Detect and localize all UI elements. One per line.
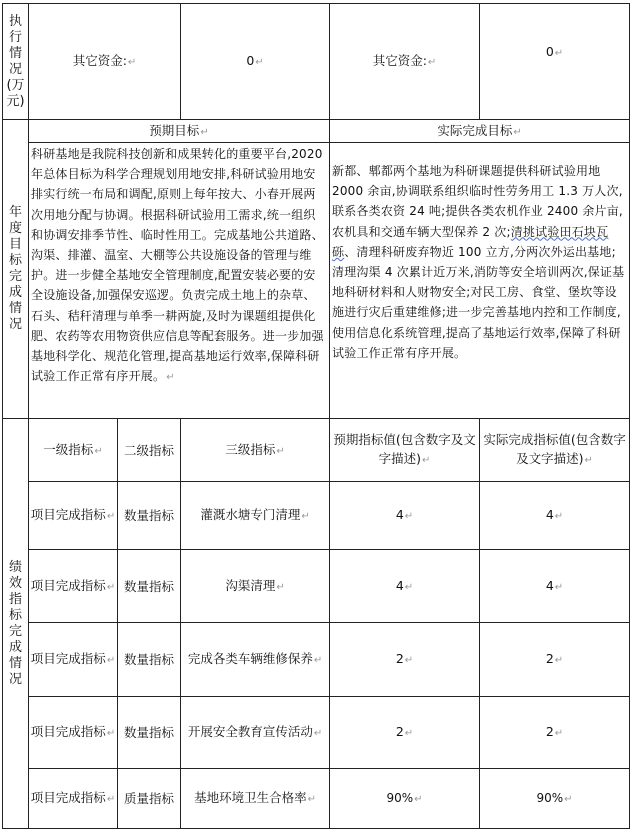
expected-goal-header: 预期目标 <box>149 122 200 138</box>
table-row <box>3 623 630 697</box>
document-page <box>2 3 629 829</box>
perf-header-level1-cell: 一级指标↵ <box>29 419 118 482</box>
perf-header-level3-cell: 三级指标↵ <box>181 419 330 482</box>
exec-left-label: 其它资金: <box>72 53 127 68</box>
row2-level2: 数量指标 <box>118 550 181 623</box>
perf-header-level3: 三级指标 <box>225 441 276 457</box>
row3-actual: 2↵ <box>480 623 630 697</box>
perf-header-expected: 预期指标值(包含数字及文字描述) <box>333 432 476 466</box>
performance-table <box>2 3 630 829</box>
actual-goal-text-c: 、清理科研废弃物近 100 立方,分两次外运出基地;清理沟渠 4 次累计近万米,消防等安全培训两次,保证基地科研材料和人财物安全;对民工房、食堂、堡坎等设施进行灾后重建维修;进一步完善基地内控和工作制度,使用信息化系统管理,提高了基地运行效率,保障了科研试验工作正常有序开展。 <box>332 244 625 360</box>
table-row <box>3 550 630 623</box>
actual-goal-text-cell <box>330 143 630 419</box>
row3-expected: 2↵ <box>330 623 480 697</box>
exec-section-label: 执行情况(万元) <box>3 4 29 120</box>
row5-level2: 质量指标 <box>118 769 181 829</box>
expected-goal-text-cell: 科研基地是我院科技创新和成果转化的重要平台,2020年总体目标为科学合理规划用地安排,科研试验用地安排实行统一布局和调配,原则上每年按大、小春开展两次用地分配与协调。根据科研试验用工需求,统一组织和协调安排季节性、临时性用工。完成基地公共道路、沟渠、排灌、温室、大棚等公共设施设备的管理与维护。进一步健全基地安全管理制度,配置安装必要的安全设施设备,加强保安巡逻。负责完成土地上的杂草、石头、秸秆清理与单季一耕两旋,及时为课题组提供化肥、农药等农用物资供应信息等配套服务。进一步加强基地科学化、规范化管理,提高基地运行效率,保障科研试验工作正常有序开展。↵ <box>29 143 330 419</box>
row4-level1: 项目完成指标↵ <box>29 697 118 769</box>
exec-right-label-cell: 其它资金:↵ <box>330 4 480 120</box>
row4-level2: 数量指标 <box>118 697 181 769</box>
row2-level3: 沟渠清理↵ <box>181 550 330 623</box>
table-row <box>3 482 630 550</box>
row2-actual: 4↵ <box>480 550 630 623</box>
row2-expected: 4↵ <box>330 550 480 623</box>
row1-level2: 数量指标 <box>118 482 181 550</box>
exec-right-label: 其它资金: <box>372 53 427 68</box>
perf-header-level2-cell <box>118 419 181 482</box>
row5-level1: 项目完成指标↵ <box>29 769 118 829</box>
row1-level3: 灌溉水塘专门清理↵ <box>181 482 330 550</box>
actual-goal-header-cell: 实际完成目标↵ <box>330 120 630 143</box>
perf-header-actual: 实际完成指标值(包含数字及文字描述) <box>483 432 626 466</box>
row3-level2: 数量指标 <box>118 623 181 697</box>
row2-level1: 项目完成指标↵ <box>29 550 118 623</box>
expected-goal-header-cell: 预期目标↵ <box>29 120 330 143</box>
goal-header-row <box>3 120 630 143</box>
table-row <box>3 697 630 769</box>
perf-header-level2: 二级指标 <box>124 442 175 458</box>
table-row <box>3 769 630 829</box>
exec-right-value-cell: 0↵ <box>480 4 630 120</box>
perf-header-row <box>3 419 630 482</box>
row1-expected: 4↵ <box>330 482 480 550</box>
row5-level3: 基地环境卫生合格率↵ <box>181 769 330 829</box>
exec-right-value: 0 <box>545 44 554 59</box>
perf-section-label: 绩效指标完成情况 <box>3 419 29 829</box>
row4-expected: 2↵ <box>330 697 480 769</box>
row5-expected: 90%↵ <box>330 769 480 829</box>
row5-actual: 90%↵ <box>480 769 630 829</box>
perf-header-actual-cell: 实际完成指标值(包含数字及文字描述)↵ <box>480 419 630 482</box>
row3-level3: 完成各类车辆维修保养↵ <box>181 623 330 697</box>
perf-header-level1: 一级指标 <box>43 441 94 457</box>
goal-section-label: 年度目标完成情况 <box>3 120 29 419</box>
row3-level1: 项目完成指标↵ <box>29 623 118 697</box>
exec-row <box>3 4 630 120</box>
exec-left-label-cell: 其它资金:↵ <box>29 4 181 120</box>
goal-content-row <box>3 143 630 419</box>
actual-goal-text-b: 清挑试验田石块瓦砾 <box>332 224 609 259</box>
perf-header-expected-cell: 预期指标值(包含数字及文字描述)↵ <box>330 419 480 482</box>
actual-goal-text-a: 新都、郫都两个基地为科研课题提供科研试验用地 2000 余亩,协调联系组织临时性劳务用工 1.3 万人次,联系各类农资 24 吨;提供各类农机作业 2400 余片亩,农机具和交通车辆大型保养 2 次; <box>332 164 623 239</box>
row1-actual: 4↵ <box>480 482 630 550</box>
exec-left-value-cell: 0↵ <box>181 4 330 120</box>
row4-level3: 开展安全教育宣传活动↵ <box>181 697 330 769</box>
exec-left-value: 0 <box>246 53 255 68</box>
row4-actual: 2↵ <box>480 697 630 769</box>
actual-goal-header: 实际完成目标 <box>437 122 513 138</box>
row1-level1: 项目完成指标↵ <box>29 482 118 550</box>
expected-goal-text: 科研基地是我院科技创新和成果转化的重要平台,2020年总体目标为科学合理规划用地安排,科研试验用地安排实行统一布局和调配,原则上每年按大、小春开展两次用地分配与协调。根据科研试验用工需求,统一组织和协调安排季节性、临时性用工。完成基地公共道路、沟渠、排灌、温室、大棚等公共设施设备的管理与维护。进一步健全基地安全管理制度,配置安装必要的安全设施设备,加强保安巡逻。负责完成土地上的杂草、石头、秸秆清理与单季一耕两旋,及时为课题组提供化肥、农药等农用物资供应信息等配套服务。进一步加强基地科学化、规范化管理,提高基地运行效率,保障科研试验工作正常有序开展。 <box>31 147 324 384</box>
